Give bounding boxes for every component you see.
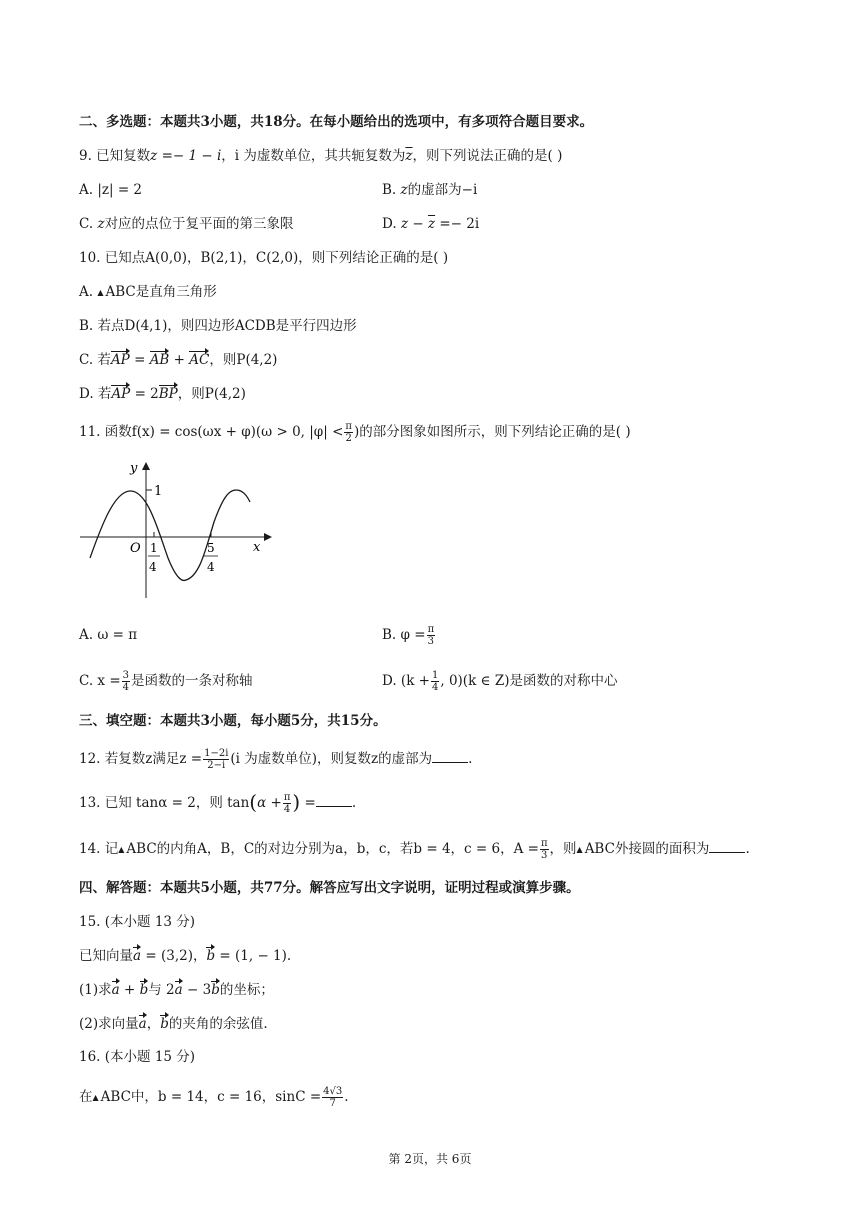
y-axis-arrow: [142, 462, 150, 470]
tick-quarter-num: 1: [150, 541, 158, 555]
y-tick-label: 1: [154, 484, 163, 499]
tick-quarter-den: 4: [149, 560, 157, 574]
cosine-curve: [90, 490, 250, 580]
question-14: 14. 记▲ ABC的内角A，B，C的对边分别为a，b，c，若b = 4，c = 6，A = $\frac{\pi}{3}$ ，则▲ ABC外接圆的面积为 .: [79, 838, 750, 861]
question-11-option-c: C. x = $\frac{3}{4}$ 是函数的一条对称轴: [79, 670, 253, 693]
tick-five-quarters-den: 4: [207, 560, 215, 574]
answer-blank[interactable]: [432, 750, 468, 763]
question-10-option-b: B. 若点D(4,1)，则四边形ACDB是平行四边形: [79, 318, 357, 334]
question-11-option-b: B. φ = $\frac{\pi}{3}$: [382, 624, 435, 647]
origin-label: O: [130, 541, 141, 556]
section-heading-solutions: 四、解答题：本题共5小题，共77分。解答应写出文字说明，证明过程或演算步骤。: [79, 880, 580, 896]
question-9-option-a: A. |z| = 2: [79, 182, 143, 198]
question-10-option-d: D. 若AP = 2BP，则P(4,2): [79, 386, 246, 402]
question-12: 12. 若复数z满足z = $\frac{1-2i}{2-i}$ (i 为虚数单位)，则复数z的虚部为 .: [79, 748, 473, 771]
question-11-option-a: A. ω = π: [79, 627, 138, 643]
question-11-option-d: D. (k + $\frac{1}{4}$ , 0)(k ∈ Z)是函数的对称中心: [382, 670, 618, 693]
question-9-option-b: B. z的虚部为−i: [382, 182, 478, 198]
tick-five-quarters-num: 5: [207, 541, 215, 555]
question-9-option-d: D. $z - \overline{z} =- 2i$: [382, 216, 480, 232]
question-16-given: 在▲ ABC中，b = 14，c = 16，sinC = $\frac{4√3}{7}$ .: [79, 1086, 349, 1109]
question-9-option-c: C. z对应的点位于复平面的第三象限: [79, 216, 294, 232]
question-10-option-a: A. ▲ ABC是直角三角形: [79, 284, 217, 300]
question-11-stem: 11. 函数f(x) = cos(ωx + φ)(ω > 0, |φ| < $\frac{\pi}{2}$ )的部分图象如图所示，则下列结论正确的是( ): [79, 421, 631, 444]
question-15-part-2: (2)求向量a，b的夹角的余弦值.: [79, 1016, 268, 1032]
answer-blank[interactable]: [316, 794, 352, 807]
page-footer: 第 2页，共 6页: [388, 1152, 472, 1166]
question-16-title: 16. (本小题 15 分): [79, 1049, 196, 1065]
question-10-option-c: C. 若AP = AB + AC，则P(4,2): [79, 352, 278, 368]
question-9-stem: 9. 已知复数z =− 1 − i，i 为虚数单位，其共轭复数为$\overline{z}$，则下列说法正确的是( ): [79, 148, 563, 164]
section-heading-multiple-choice: 二、多选题：本题共3小题，共18分。在每小题给出的选项中，有多项符合题目要求。: [79, 114, 594, 130]
question-15-title: 15. (本小题 13 分): [79, 914, 196, 930]
x-axis-label: x: [253, 540, 261, 555]
y-axis-label: y: [130, 461, 138, 476]
section-heading-fill-in: 三、填空题：本题共3小题，每小题5分，共15分。: [79, 713, 387, 729]
x-axis-arrow: [264, 533, 272, 541]
question-15-given: 已知向量a = (3,2)，b = (1, − 1).: [79, 948, 292, 964]
question-15-part-1: (1)求a + b与 2a − 3b的坐标；: [79, 982, 274, 998]
answer-blank[interactable]: [709, 840, 745, 853]
question-13: 13. 已知 tanα = 2，则 tan(α + $\frac{\pi}{4}$ ) = .: [79, 790, 357, 815]
question-10-stem: 10. 已知点A(0,0)，B(2,1)，C(2,0)，则下列结论正确的是( ): [79, 250, 449, 266]
cosine-graph: [78, 460, 274, 606]
